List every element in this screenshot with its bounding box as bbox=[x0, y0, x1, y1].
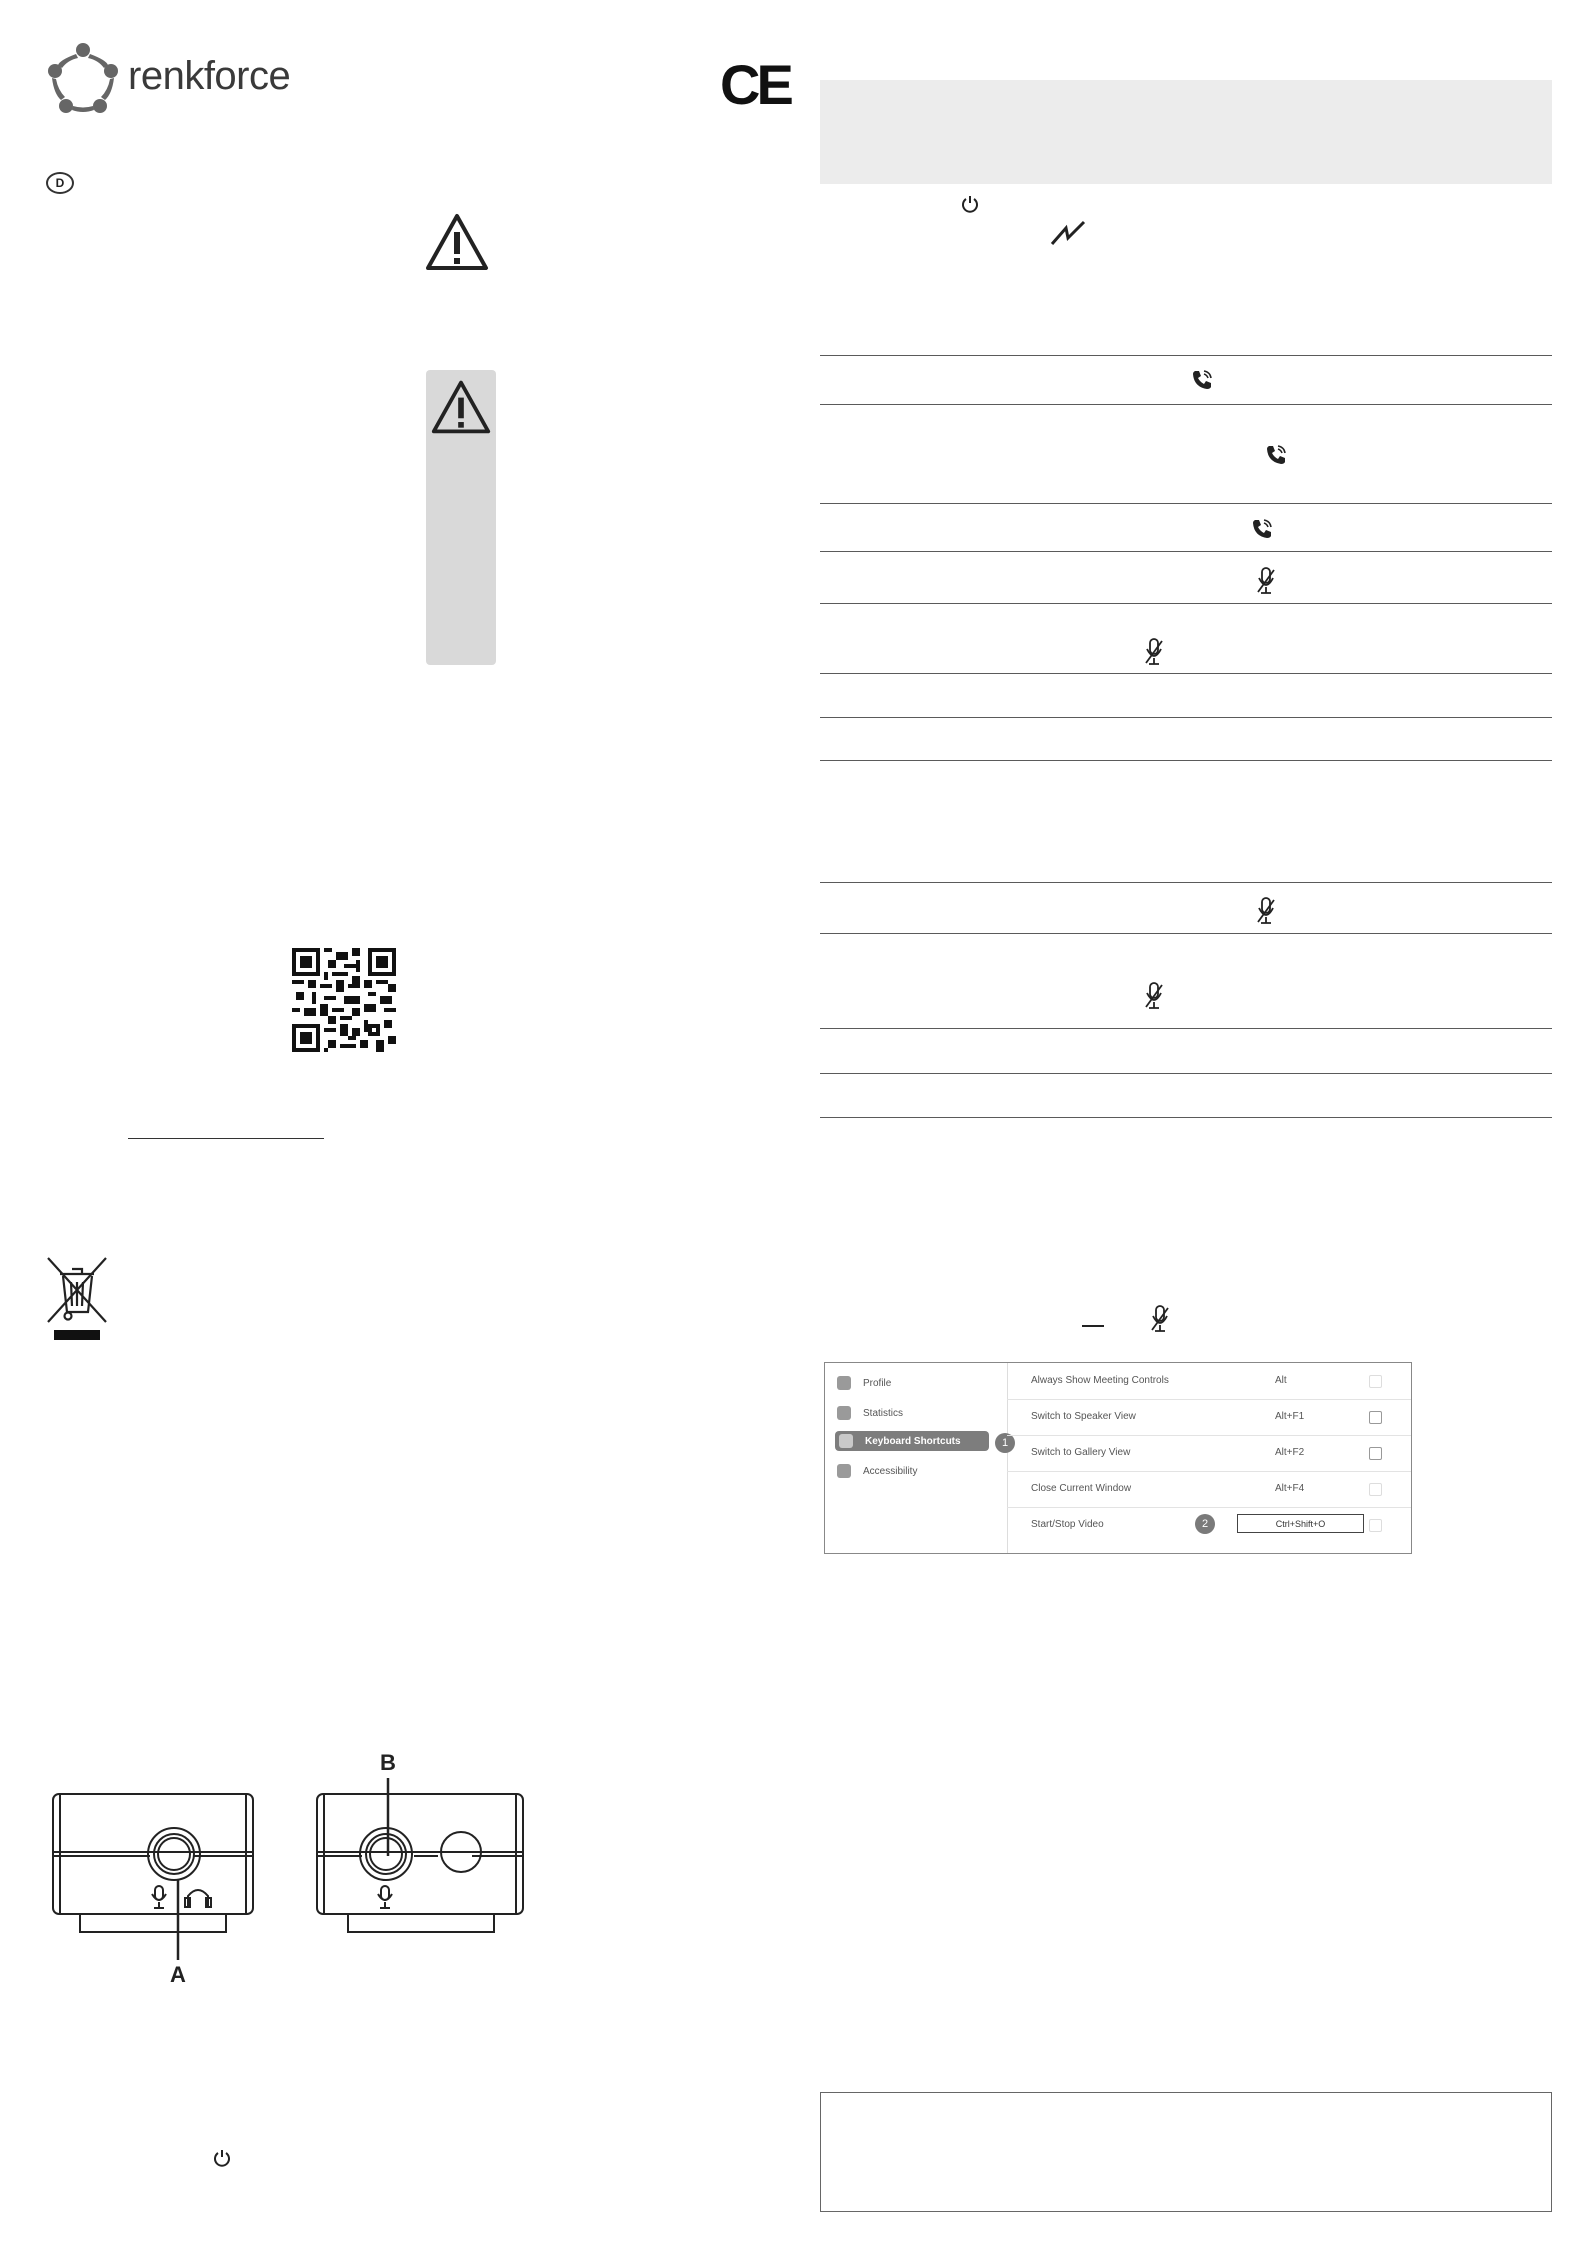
callout-1: 1 bbox=[995, 1433, 1015, 1453]
notice-box bbox=[820, 2092, 1552, 2212]
dash-mark bbox=[1082, 1325, 1104, 1327]
shortcut-checkbox[interactable] bbox=[1369, 1519, 1382, 1532]
shortcut-row[interactable]: Start/Stop Video 2 Ctrl+Shift+O bbox=[1007, 1507, 1411, 1543]
lightning-icon bbox=[1050, 220, 1086, 251]
device-diagram-a bbox=[50, 1790, 260, 1990]
table-rule bbox=[820, 355, 1552, 356]
link-underline bbox=[128, 1138, 324, 1139]
table-rule bbox=[820, 1073, 1552, 1074]
mic-mute-icon bbox=[1256, 566, 1276, 601]
shortcut-row[interactable]: Close Current Window Alt+F4 bbox=[1007, 1471, 1411, 1508]
shortcut-row[interactable]: Switch to Gallery View Alt+F2 bbox=[1007, 1435, 1411, 1472]
table-rule bbox=[820, 933, 1552, 934]
warning-side-strip bbox=[426, 370, 496, 665]
renkforce-logo-icon bbox=[44, 40, 122, 118]
shortcut-checkbox[interactable] bbox=[1369, 1411, 1382, 1424]
diagram-label-b: B bbox=[380, 1750, 396, 1775]
shortcut-row[interactable]: Switch to Speaker View Alt+F1 bbox=[1007, 1399, 1411, 1436]
keyboard-icon bbox=[839, 1434, 853, 1448]
table-rule bbox=[820, 882, 1552, 883]
mic-mute-icon bbox=[1144, 981, 1164, 1016]
table-rule bbox=[820, 1117, 1552, 1118]
mic-mute-icon bbox=[1256, 896, 1276, 931]
sidebar-item-statistics[interactable]: Statistics bbox=[837, 1403, 999, 1423]
shortcut-row[interactable]: Always Show Meeting Controls Alt bbox=[1007, 1363, 1411, 1400]
table-rule bbox=[820, 673, 1552, 674]
settings-sidebar bbox=[825, 1363, 1008, 1553]
table-rule bbox=[820, 603, 1552, 604]
shortcut-checkbox[interactable] bbox=[1369, 1375, 1382, 1388]
phone-call-icon bbox=[1250, 517, 1274, 546]
qr-code-icon bbox=[292, 948, 396, 1057]
table-rule bbox=[820, 1028, 1552, 1029]
table-rule bbox=[820, 760, 1552, 761]
statistics-icon bbox=[837, 1406, 851, 1420]
ce-mark: CE bbox=[720, 53, 790, 116]
power-icon bbox=[212, 2148, 232, 2173]
warning-triangle-icon bbox=[430, 378, 492, 436]
phone-call-icon bbox=[1264, 443, 1288, 472]
brand-wordmark: renkforce bbox=[128, 54, 291, 98]
headphones-icon bbox=[185, 1890, 211, 1907]
mic-mute-icon bbox=[1144, 637, 1164, 672]
table-rule bbox=[820, 503, 1552, 504]
sidebar-item-profile[interactable]: Profile bbox=[837, 1373, 999, 1393]
sidebar-item-accessibility[interactable]: Accessibility bbox=[837, 1461, 999, 1481]
sidebar-item-keyboard-shortcuts[interactable]: Keyboard Shortcuts bbox=[835, 1431, 989, 1451]
language-badge: D bbox=[46, 172, 74, 194]
callout-2: 2 bbox=[1195, 1514, 1215, 1534]
shortcut-checkbox[interactable] bbox=[1369, 1483, 1382, 1496]
device-diagram-b bbox=[314, 1750, 534, 1960]
power-icon bbox=[960, 194, 980, 219]
brand-logo bbox=[44, 40, 304, 120]
shortcut-checkbox[interactable] bbox=[1369, 1447, 1382, 1460]
table-rule bbox=[820, 551, 1552, 552]
microphone-icon bbox=[152, 1886, 166, 1908]
table-rule bbox=[820, 717, 1552, 718]
profile-icon bbox=[837, 1376, 851, 1390]
accessibility-icon bbox=[837, 1464, 851, 1478]
table-rule bbox=[820, 404, 1552, 405]
diagram-label-a: A bbox=[170, 1962, 186, 1987]
phone-call-icon bbox=[1190, 368, 1214, 397]
mic-mute-icon bbox=[1150, 1304, 1170, 1339]
crossed-out-wheelie-bin-icon bbox=[46, 1256, 108, 1347]
header-panel bbox=[820, 80, 1552, 184]
warning-triangle-icon bbox=[424, 212, 490, 277]
shortcut-key-input[interactable]: Ctrl+Shift+O bbox=[1237, 1514, 1364, 1533]
keyboard-shortcuts-screenshot bbox=[824, 1362, 1412, 1554]
microphone-icon bbox=[378, 1886, 392, 1908]
